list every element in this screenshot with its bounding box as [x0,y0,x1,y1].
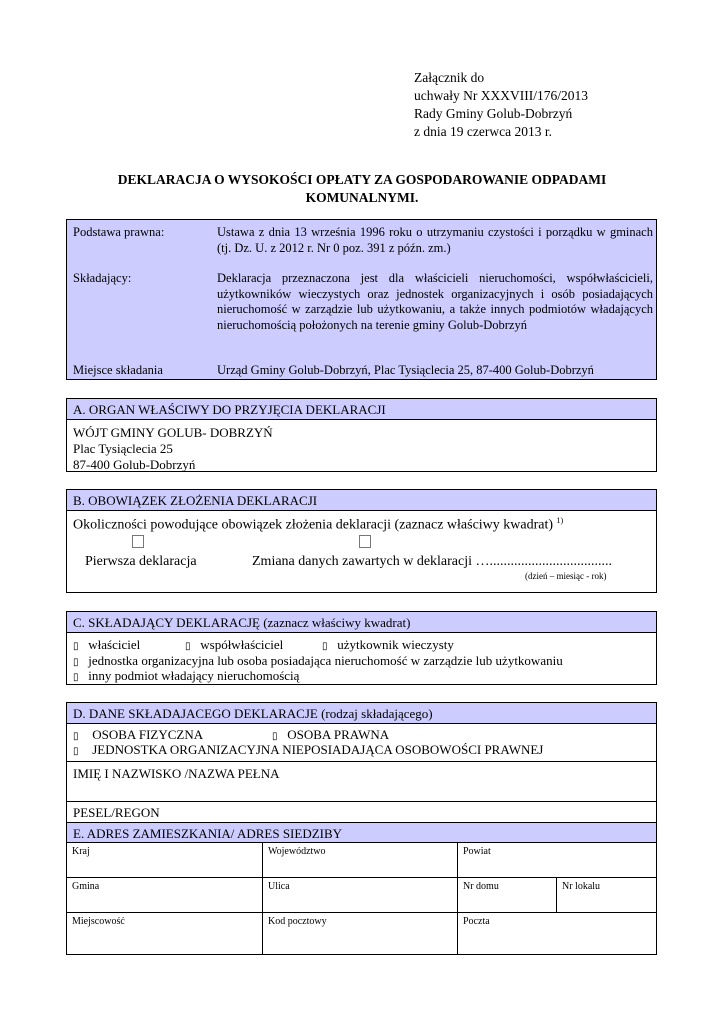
section-d-e [66,702,657,955]
obligation-prompt [73,516,563,534]
other-entity-checkbox[interactable]: ▯ [73,672,79,683]
house-no-field[interactable] [458,878,557,913]
commune-field[interactable] [67,878,263,913]
other-entity-label: inny podmiot władający nieruchomością [88,668,300,683]
title-line: KOMUNALNYMI. [305,190,419,205]
filer-type-row [322,637,454,653]
entity-type-row [73,742,543,758]
street-field[interactable] [263,878,458,913]
place-label: Miejsce składania [73,363,163,377]
change-declaration-checkbox[interactable] [359,535,371,548]
authority-city: 87-400 Golub-Dobrzyń [73,457,196,472]
locality-label: Miejscowość [72,916,125,927]
owner-checkbox[interactable]: ▯ [73,641,79,652]
natural-person-label: OSOBA FIZYCZNA [92,727,204,742]
postal-code-field[interactable] [263,913,458,954]
natural-person-checkbox[interactable]: ▯ [73,731,79,742]
section-d-header: D. DANE SKŁADAJACEGO DEKLARACJE (rodzaj składającego) [67,703,656,724]
place-text: Urząd Gminy Golub-Dobrzyń, Plac Tysiąclecia 25, 87-400 Golub-Dobrzyń [217,363,594,377]
org-unit-no-legal-label: JEDNOSTKA ORGANIZACYJNA NIEPOSIADAJĄCA OSOBOWOŚCI PRAWNEJ [92,742,544,757]
org-unit-label: jednostka organizacyjna lub osoba posiadająca nieruchomość w zarządzie lub użytkowaniu [88,653,563,668]
section-a-header: A. ORGAN WŁAŚCIWY DO PRZYJĘCIA DEKLARACJI [67,399,656,420]
first-declaration-checkbox[interactable] [132,535,144,548]
legal-person-label: OSOBA PRAWNA [287,727,390,742]
house-no-label: Nr domu [463,881,499,892]
coowner-label: współwłaściciel [200,637,284,652]
filer-text: Deklaracja przeznaczona jest dla właścicieli nieruchomości, współwłaścicieli, użytkowników wieczystych oraz jednostek organizacyjnych i osób posiadających nieruchomość w zarządzie lub użytkowaniu, a także innych podmiotów władających nieruchomością położonych na terenie gminy Golub-Dobrzyń [217,271,653,332]
country-field[interactable] [67,843,263,878]
filer-type-row [185,637,283,653]
owner-label: właściciel [88,637,141,652]
filer-type-row [73,653,563,669]
legal-basis-box [66,219,657,380]
flat-no-label: Nr lokalu [562,881,601,892]
annex-line: z dnia 19 czerwca 2013 r. [414,124,552,139]
section-c [66,611,657,685]
country-label: Kraj [72,846,90,857]
section-b [66,489,657,593]
annex-line: uchwały Nr XXXVIII/176/2013 [414,88,588,103]
flat-no-field[interactable] [557,878,656,913]
post-office-label: Poczta [463,916,490,927]
change-declaration-label: Zmiana danych zawartych w deklaracji …................................... [252,554,613,569]
county-field[interactable] [458,843,656,878]
filer-label: Składający: [73,271,132,285]
post-office-field[interactable] [458,913,656,954]
legal-basis-text: Ustawa z dnia 13 września 1996 roku o utrzymaniu czystości i porządku w gminach (tj. Dz. U. z 2012 r. Nr 0 poz. 391 z późn. zm.) [217,225,653,255]
legal-person-checkbox[interactable]: ▯ [272,731,278,742]
legal-basis-label: Podstawa prawna: [73,225,165,239]
entity-type-row [73,727,203,743]
annex-header [414,69,588,141]
document-title [60,171,664,207]
authority-name: WÓJT GMINY GOLUB- DOBRZYŃ [73,425,273,440]
name-field-label: IMIĘ I NAZWISKO /NAZWA PEŁNA [73,766,280,781]
org-unit-no-legal-checkbox[interactable]: ▯ [73,746,79,757]
annex-line: Załącznik do [414,70,485,85]
obligation-prompt-text: Okoliczności powodujące obowiązek złożenia deklaracji (zaznacz właściwy kwadrat) [73,517,554,533]
voivodeship-label: Województwo [268,846,326,857]
section-b-header: B. OBOWIĄZEK ZŁOŻENIA DEKLARACJI [67,490,656,511]
org-unit-checkbox[interactable]: ▯ [73,657,79,668]
section-e-header: E. ADRES ZAMIESZKANIA/ ADRES SIEDZIBY [67,822,656,843]
coowner-checkbox[interactable]: ▯ [185,641,191,652]
annex-line: Rady Gminy Golub-Dobrzyń [414,106,573,121]
perpetual-user-checkbox[interactable]: ▯ [322,641,328,652]
locality-field[interactable] [67,913,263,954]
filer-type-row [73,637,140,653]
section-a [66,398,657,472]
filer-type-row [73,668,299,684]
footnote-marker: 1) [556,516,564,525]
county-label: Powiat [463,846,491,857]
postal-code-label: Kod pocztowy [268,916,327,927]
commune-label: Gmina [72,881,100,892]
entity-type-row [272,727,389,743]
title-line: DEKLARACJA O WYSOKOŚCI OPŁATY ZA GOSPODAROWANIE ODPADAMI [117,172,607,187]
street-label: Ulica [268,881,290,892]
name-field[interactable] [67,761,656,802]
perpetual-user-label: użytkownik wieczysty [337,637,454,652]
voivodeship-field[interactable] [263,843,458,878]
section-c-header: C. SKŁADAJĄCY DEKLARACJĘ (zaznacz właściwy kwadrat) [67,612,656,633]
pesel-field-label: PESEL/REGON [73,805,160,820]
first-declaration-label: Pierwsza deklaracja [85,554,197,569]
date-hint: (dzień – miesiąc - rok) [525,571,607,581]
pesel-field[interactable] [67,801,656,824]
authority-street: Plac Tysiąclecia 25 [73,441,173,456]
